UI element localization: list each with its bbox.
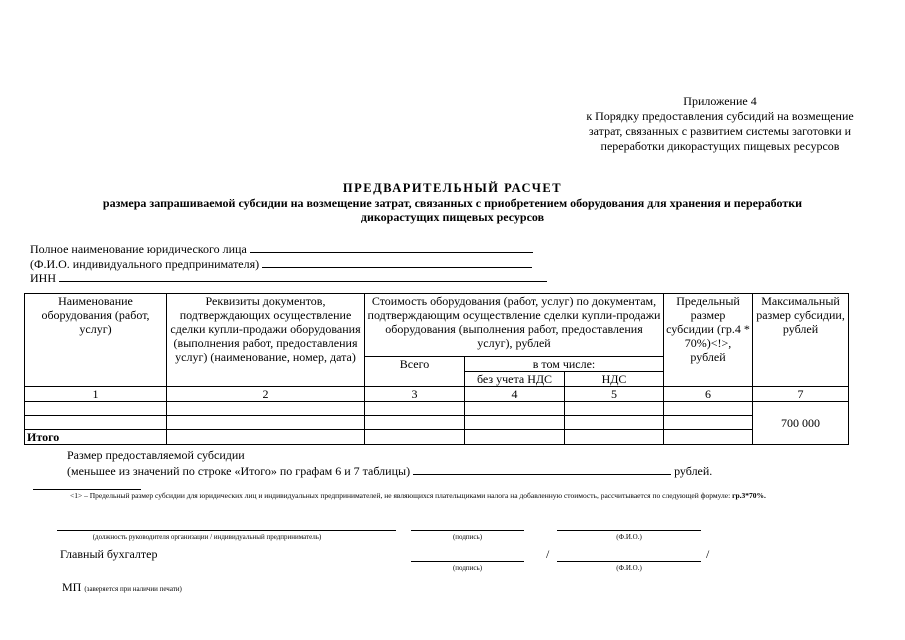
calculation-table — [24, 293, 849, 445]
stamp-place — [62, 580, 182, 595]
itogo-label: Итого — [25, 430, 167, 445]
header-without-vat: без учета НДС — [465, 372, 565, 387]
footnote-divider — [33, 489, 141, 490]
position-signature-line[interactable] — [57, 530, 396, 531]
max-subsidy-value: 700 000 — [753, 402, 849, 445]
table-cell[interactable] — [167, 430, 365, 445]
signature-line[interactable] — [411, 530, 524, 531]
table-cell[interactable] — [465, 416, 565, 430]
appendix-line: к Порядку предоставления субсидий на возмещение — [586, 109, 854, 123]
table-cell[interactable] — [365, 430, 465, 445]
accountant-fio-line[interactable] — [557, 561, 701, 562]
chief-accountant-label: Главный бухгалтер — [60, 547, 158, 561]
itogo-row — [25, 430, 849, 445]
table-cell[interactable] — [565, 416, 664, 430]
mp-note: (заверяется при наличии печати) — [84, 585, 182, 593]
accountant-fio-caption: (Ф.И.О.) — [616, 564, 642, 572]
table-cell[interactable] — [167, 416, 365, 430]
mp-label: МП — [62, 580, 82, 594]
inn-input-line[interactable] — [59, 270, 547, 282]
column-number: 1 — [25, 387, 167, 402]
header-limit-subsidy: Предельный размер субсидии (гр.4 * 70%)<!>, рублей — [664, 294, 753, 387]
column-number: 4 — [465, 387, 565, 402]
subsidy-size-note: (меньшее из значений по строке «Итого» по графам 6 и 7 таблицы) — [67, 464, 411, 478]
fio-input-line[interactable] — [262, 256, 532, 268]
subsidy-amount-input-line[interactable] — [413, 463, 671, 475]
subtitle-line: размера запрашиваемой субсидии на возмещение затрат, связанных с приобретением оборудования для хранения и переработки — [102, 196, 803, 210]
inn-label: ИНН — [30, 271, 56, 285]
header-total: Всего — [365, 357, 465, 387]
column-number: 3 — [365, 387, 465, 402]
footnote — [70, 491, 766, 500]
inn-field — [30, 270, 547, 285]
footnote-formula: гр.3*70%. — [732, 491, 766, 500]
column-number: 2 — [167, 387, 365, 402]
table-cell[interactable] — [25, 416, 167, 430]
appendix-block — [560, 94, 880, 154]
header-vat: НДС — [565, 372, 664, 387]
table-row — [25, 416, 849, 430]
table-cell[interactable] — [365, 416, 465, 430]
rub-label: рублей. — [674, 464, 713, 478]
header-cost: Стоимость оборудования (работ, услуг) по документам, подтверждающим осуществление сделки купли-продажи оборудования (выполнения работ, предоставления услуг), рублей — [365, 294, 664, 357]
subsidy-size-row — [67, 463, 712, 479]
document-subtitle — [60, 196, 845, 224]
table-cell[interactable] — [365, 402, 465, 416]
table-cell[interactable] — [465, 402, 565, 416]
table-cell[interactable] — [465, 430, 565, 445]
fio-label: (Ф.И.О. индивидуального предпринимателя) — [30, 257, 260, 271]
header-document-details: Реквизиты документов, подтверждающих осуществление сделки купли-продажи оборудования (выполнения работ, предоставления услуг) (наименование, номер, дата) — [167, 294, 365, 387]
fio-field — [30, 256, 532, 271]
table-cell[interactable] — [167, 402, 365, 416]
accountant-signature-caption: (подпись) — [452, 564, 483, 572]
fio-caption: (Ф.И.О.) — [616, 533, 642, 541]
column-number: 7 — [753, 387, 849, 402]
footnote-text: <1> – Предельный размер субсидии для юридических лиц и индивидуальных предпринимателей, не являющихся плательщиками налога на добавленную стоимость, рассчитывается по следующей формуле: — [70, 491, 731, 500]
appendix-line: Приложение 4 — [683, 94, 757, 108]
full-name-label: Полное наименование юридического лица — [30, 242, 247, 256]
column-number: 6 — [664, 387, 753, 402]
column-numbers-row — [25, 387, 849, 402]
full-name-input-line[interactable] — [250, 241, 533, 253]
header-max-subsidy: Максимальный размер субсидии, рублей — [753, 294, 849, 387]
header-including: в том числе: — [465, 357, 664, 372]
full-name-field — [30, 241, 533, 256]
document-title: ПРЕДВАРИТЕЛЬНЫЙ РАСЧЕТ — [342, 181, 563, 195]
table-cell[interactable] — [565, 402, 664, 416]
fio-signature-line[interactable] — [557, 530, 701, 531]
slash-separator: / — [546, 547, 550, 561]
subsidy-size-label: Размер предоставляемой субсидии — [67, 448, 245, 462]
appendix-line: затрат, связанных с развитием системы заготовки и — [588, 124, 852, 138]
header-equipment-name: Наименование оборудования (работ, услуг) — [25, 294, 167, 387]
appendix-line: переработки дикорастущих пищевых ресурсов — [600, 139, 840, 153]
accountant-signature-line[interactable] — [411, 561, 524, 562]
table-row — [25, 402, 849, 416]
table-cell[interactable] — [664, 430, 753, 445]
position-caption: (должность руководителя организации / индивидуальный предприниматель) — [92, 533, 322, 541]
subtitle-line: дикорастущих пищевых ресурсов — [360, 210, 545, 224]
table-cell[interactable] — [565, 430, 664, 445]
table-cell[interactable] — [25, 402, 167, 416]
signature-caption: (подпись) — [452, 533, 483, 541]
column-number: 5 — [565, 387, 664, 402]
table-cell[interactable] — [664, 416, 753, 430]
slash-separator: / — [706, 547, 710, 561]
table-cell[interactable] — [664, 402, 753, 416]
